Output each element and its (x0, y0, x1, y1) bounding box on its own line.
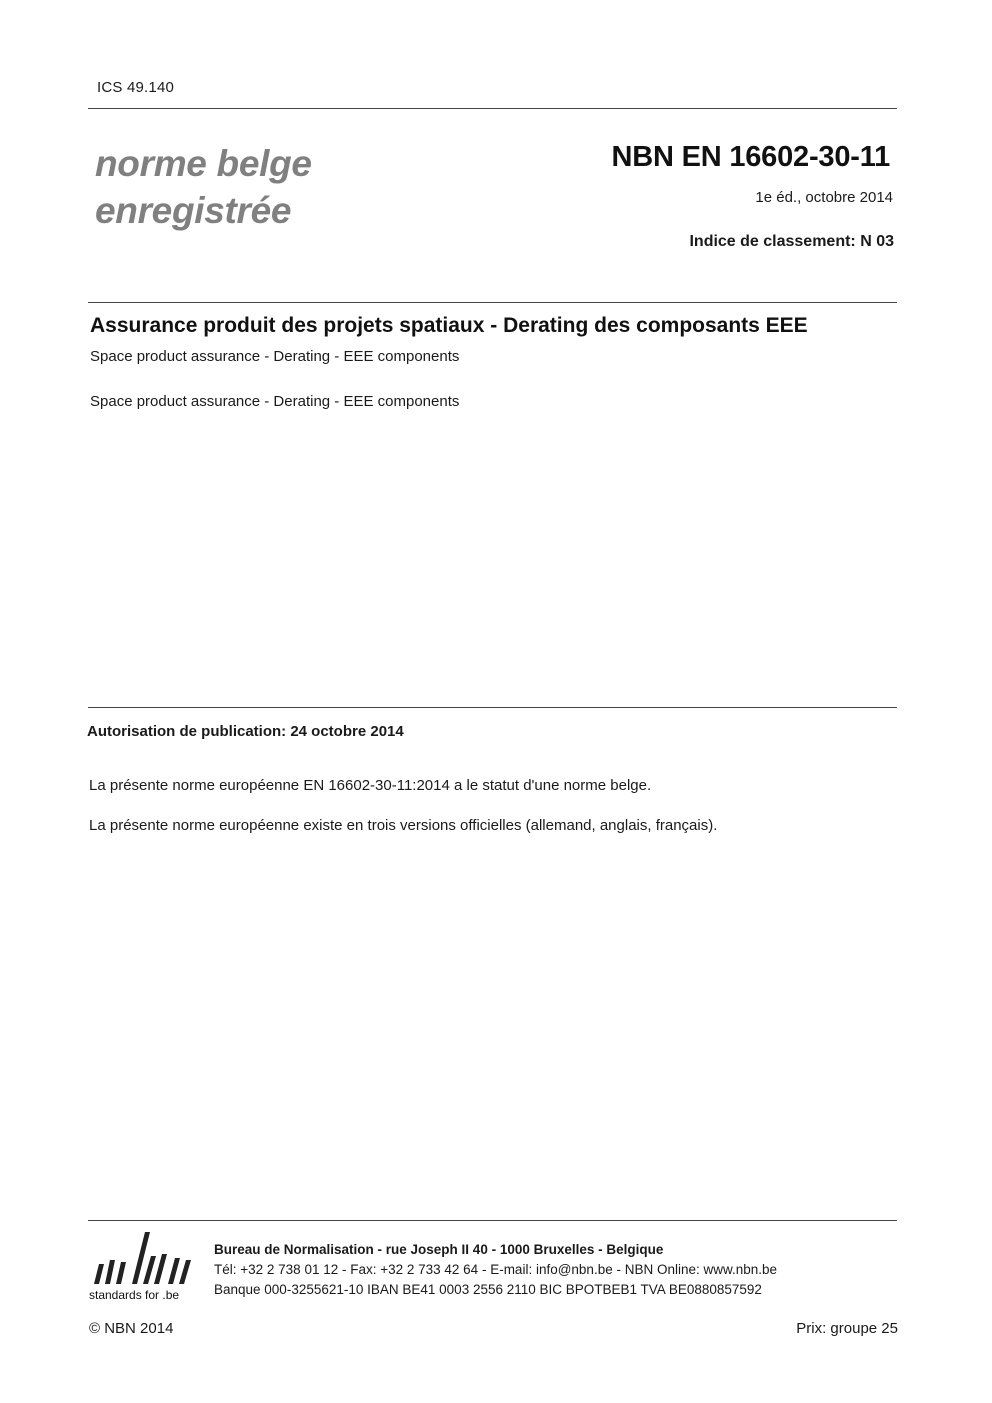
classification-index: Indice de classement: N 03 (689, 233, 894, 250)
logo-tagline: standards for .be (89, 1288, 180, 1302)
document-title-english: Space product assurance - Derating - EEE components (90, 348, 460, 365)
series-title-line-2: enregistrée (95, 190, 292, 231)
standard-number: NBN EN 16602-30-11 (611, 141, 890, 173)
status-paragraph: La présente norme européenne EN 16602-30-11:2014 a le statut d'une norme belge. (89, 777, 652, 794)
publication-divider (88, 707, 897, 708)
document-title-french: Assurance produit des projets spatiaux - Derating des composants EEE (90, 314, 808, 337)
title-divider (88, 302, 897, 303)
header-divider (88, 108, 897, 109)
footer-divider (88, 1220, 897, 1221)
copyright: © NBN 2014 (89, 1320, 174, 1337)
publication-authorisation: Autorisation de publication: 24 octobre 2014 (87, 723, 404, 740)
versions-paragraph: La présente norme européenne existe en trois versions officielles (allemand, anglais, français). (89, 817, 718, 834)
series-title-line-1: norme belge (95, 143, 312, 184)
bank-details: Banque 000-3255621-10 IBAN BE41 0003 2556 2110 BIC BPOTBEB1 TVA BE0880857592 (214, 1282, 762, 1297)
document-title-english-repeat: Space product assurance - Derating - EEE components (90, 393, 460, 410)
edition-date: 1e éd., octobre 2014 (755, 189, 893, 206)
ics-code: ICS 49.140 (97, 79, 175, 96)
contact-details: Tél: +32 2 738 01 12 - Fax: +32 2 733 42 64 - E-mail: info@nbn.be - NBN Online: www.nbn.be (214, 1262, 778, 1277)
price-group: Prix: groupe 25 (796, 1320, 898, 1337)
bureau-address: Bureau de Normalisation - rue Joseph II 40 - 1000 Bruxelles - Belgique (214, 1242, 664, 1257)
